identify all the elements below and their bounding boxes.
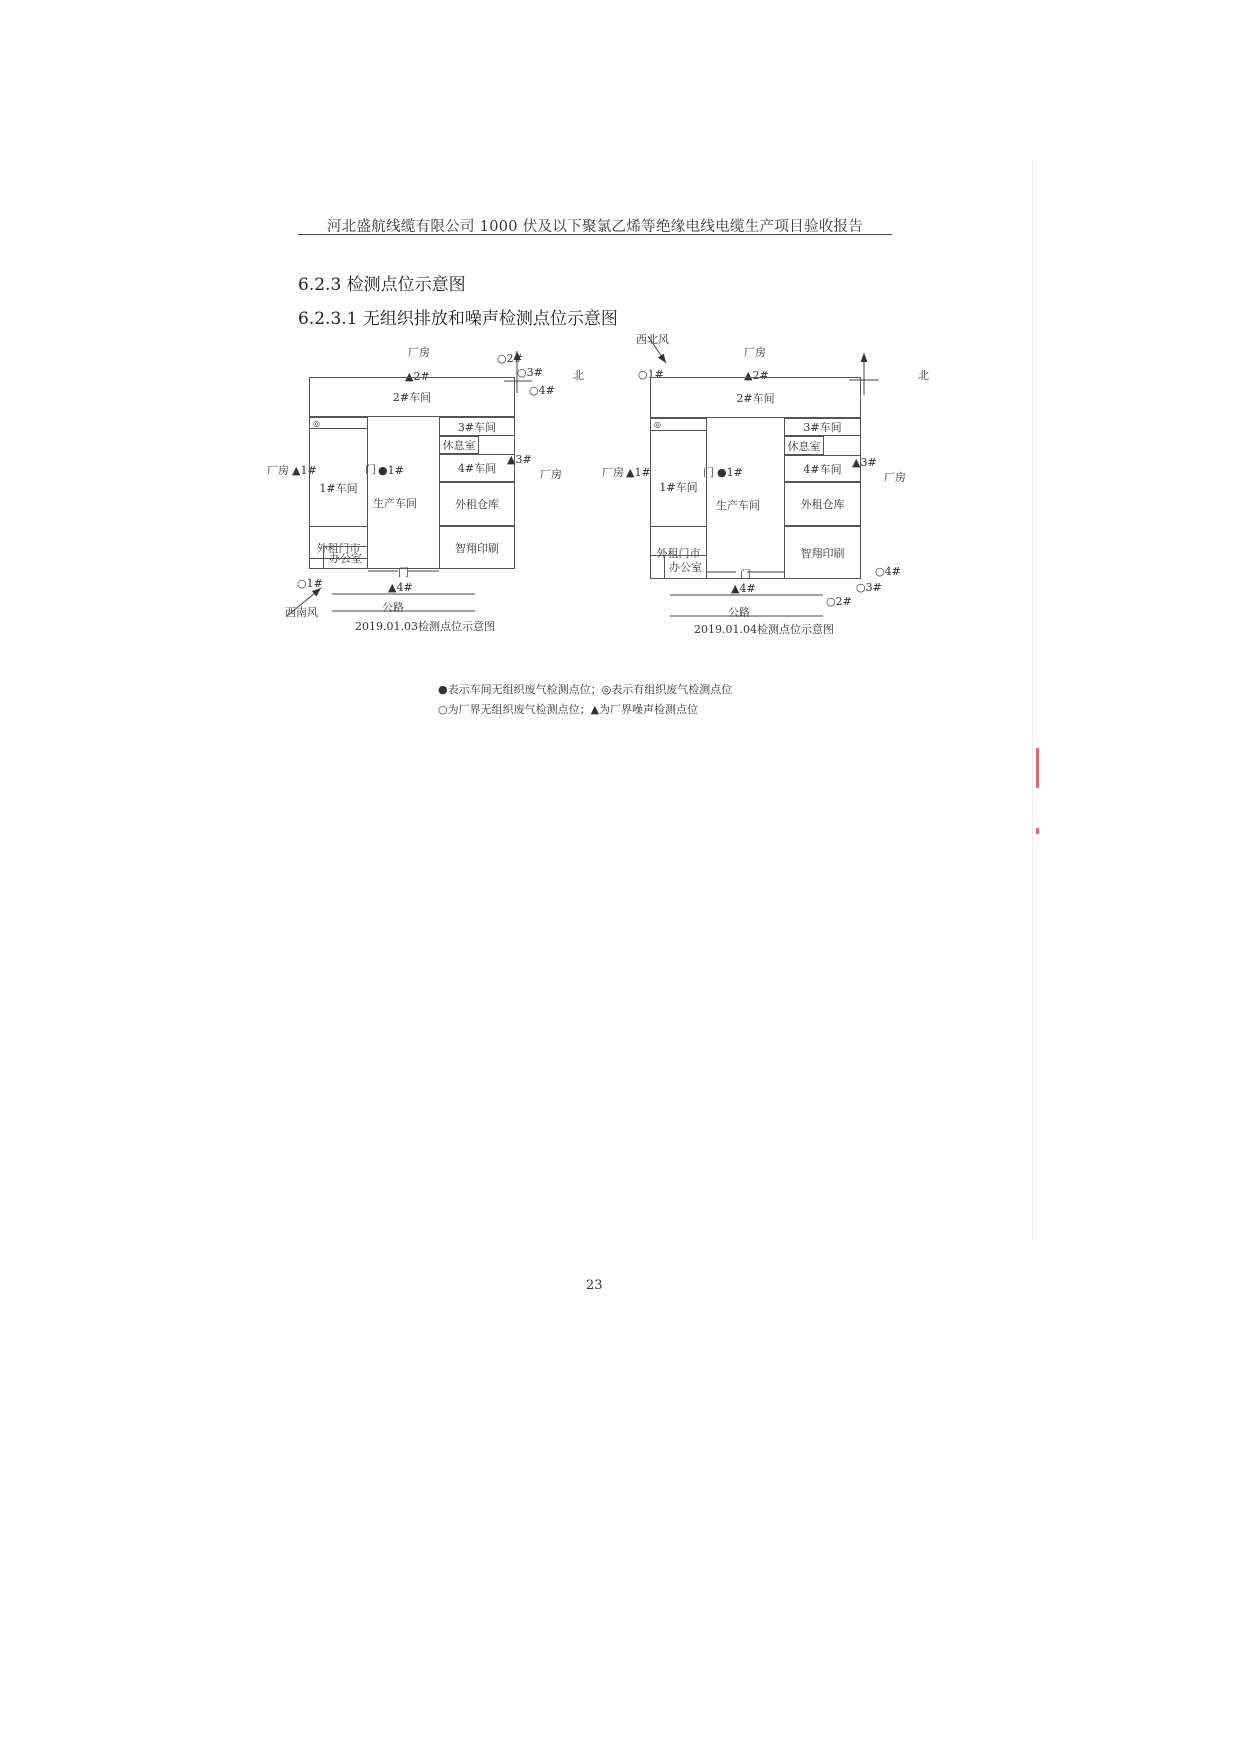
page-number: 23: [586, 1278, 603, 1293]
room-office: [323, 546, 368, 569]
noise-point-4: ▲4#: [388, 581, 413, 594]
room-workshop-3: [439, 417, 515, 436]
room-label: 3#车间: [457, 420, 497, 434]
noise-point-2: ▲2#: [744, 369, 769, 382]
room-label: 1#车间: [319, 482, 358, 495]
section-title-623: 6.2.3 检测点位示意图: [298, 275, 466, 295]
room-workshop-2: [650, 377, 861, 418]
boundary-point-1: ○1#: [638, 368, 664, 381]
room-rest: [439, 436, 479, 454]
stack-marker: ◎: [650, 418, 707, 431]
boundary-point-2: ○2#: [497, 352, 523, 365]
room-label: 外租门市: [316, 541, 361, 555]
legend-line-2: ○为厂界无组织废气检测点位；▲为厂界噪声检测点位: [438, 703, 699, 716]
boundary-point-2: ○2#: [826, 595, 852, 608]
scan-edge: [1032, 160, 1033, 1240]
north-label: 北: [918, 369, 929, 382]
room-workshop-4: [439, 454, 515, 482]
boundary-point-4: ○4#: [529, 384, 555, 397]
room-label: 1#车间: [659, 481, 698, 494]
wind-direction-label: 西北风: [636, 333, 669, 346]
room-label: 3#车间: [803, 421, 842, 434]
room-office: [664, 555, 707, 579]
room-label: 外租门市: [656, 546, 701, 560]
road-label: 公路: [728, 606, 750, 619]
factory-left-label: 厂房: [602, 466, 624, 479]
stack-marker: ◎: [309, 417, 368, 429]
noise-point-3: ▲3#: [507, 453, 532, 466]
boundary-point-3: ○3#: [856, 581, 882, 594]
room-label: 2#车间: [736, 391, 775, 405]
north-label: 北: [573, 369, 584, 382]
room-label: 4#车间: [803, 462, 842, 476]
section-title-6231: 6.2.3.1 无组织排放和噪声检测点位示意图: [298, 309, 618, 329]
noise-point-3: ▲3#: [852, 456, 877, 469]
room-workshop-3: [784, 418, 861, 436]
site-diagram-1: [265, 345, 595, 665]
factory-top-label: 厂房: [744, 346, 766, 359]
room-label: 智翔印刷: [455, 541, 499, 555]
scan-stamp-mark: [1036, 748, 1039, 788]
road-label: 公路: [382, 601, 404, 614]
factory-right-label: 厂房: [540, 468, 562, 481]
site-diagram-2: [600, 333, 930, 653]
room-label: 休息室: [442, 439, 476, 452]
room-label: 外租仓库: [800, 498, 845, 511]
legend-line-1: ●表示车间无组织废气检测点位；◎表示有组织废气检测点位: [438, 683, 733, 696]
workshop-point-1: ●1#: [378, 464, 404, 477]
room-label: 办公室: [669, 561, 702, 574]
factory-top-label: 厂房: [408, 346, 430, 359]
room-workshop-4: [784, 455, 861, 482]
boundary-point-3: ○3#: [517, 366, 543, 379]
noise-point-1: ▲1#: [626, 466, 651, 479]
room-printing: [439, 526, 515, 569]
room-production: 生产车间: [716, 499, 760, 512]
room-label: 办公室: [329, 551, 362, 565]
room-printing: [784, 526, 861, 579]
diagram-caption: 2019.01.03检测点位示意图: [355, 620, 495, 633]
gate-label: 门: [398, 566, 409, 579]
inner-gate-label: 门: [703, 466, 714, 479]
room-label: 休息室: [787, 439, 821, 453]
room-label: 外租仓库: [455, 498, 499, 511]
workshop-point-1: ●1#: [717, 466, 743, 479]
noise-point-2: ▲2#: [405, 370, 430, 383]
arrowhead: [861, 353, 868, 362]
noise-point-1: ▲1#: [292, 464, 317, 477]
room-label: 智翔印刷: [800, 546, 845, 560]
room-production: 生产车间: [373, 497, 417, 510]
room-rest: [784, 436, 824, 455]
room-warehouse: [784, 482, 861, 526]
header-rule: [298, 234, 892, 235]
room-label: 4#车间: [457, 462, 497, 475]
scan-stamp-mark: [1036, 828, 1039, 834]
wind-direction-label: 西南风: [285, 606, 318, 619]
noise-point-4: ▲4#: [731, 582, 756, 595]
arrowhead: [658, 354, 669, 365]
gate-label: 门: [740, 568, 751, 581]
diagram-caption: 2019.01.04检测点位示意图: [694, 623, 834, 636]
room-warehouse: [439, 482, 515, 526]
factory-left-label: 厂房: [267, 464, 289, 477]
page-header: 河北盛航线缆有限公司 1000 伏及以下聚氯乙烯等绝缘电线电缆生产项目验收报告: [326, 219, 864, 235]
room-workshop-2: [309, 377, 515, 417]
factory-right-label: 厂房: [884, 471, 906, 484]
room-label: 2#车间: [392, 391, 432, 404]
inner-gate-label: 门: [365, 463, 376, 476]
boundary-point-4: ○4#: [875, 565, 901, 578]
boundary-point-1: ○1#: [297, 577, 323, 590]
